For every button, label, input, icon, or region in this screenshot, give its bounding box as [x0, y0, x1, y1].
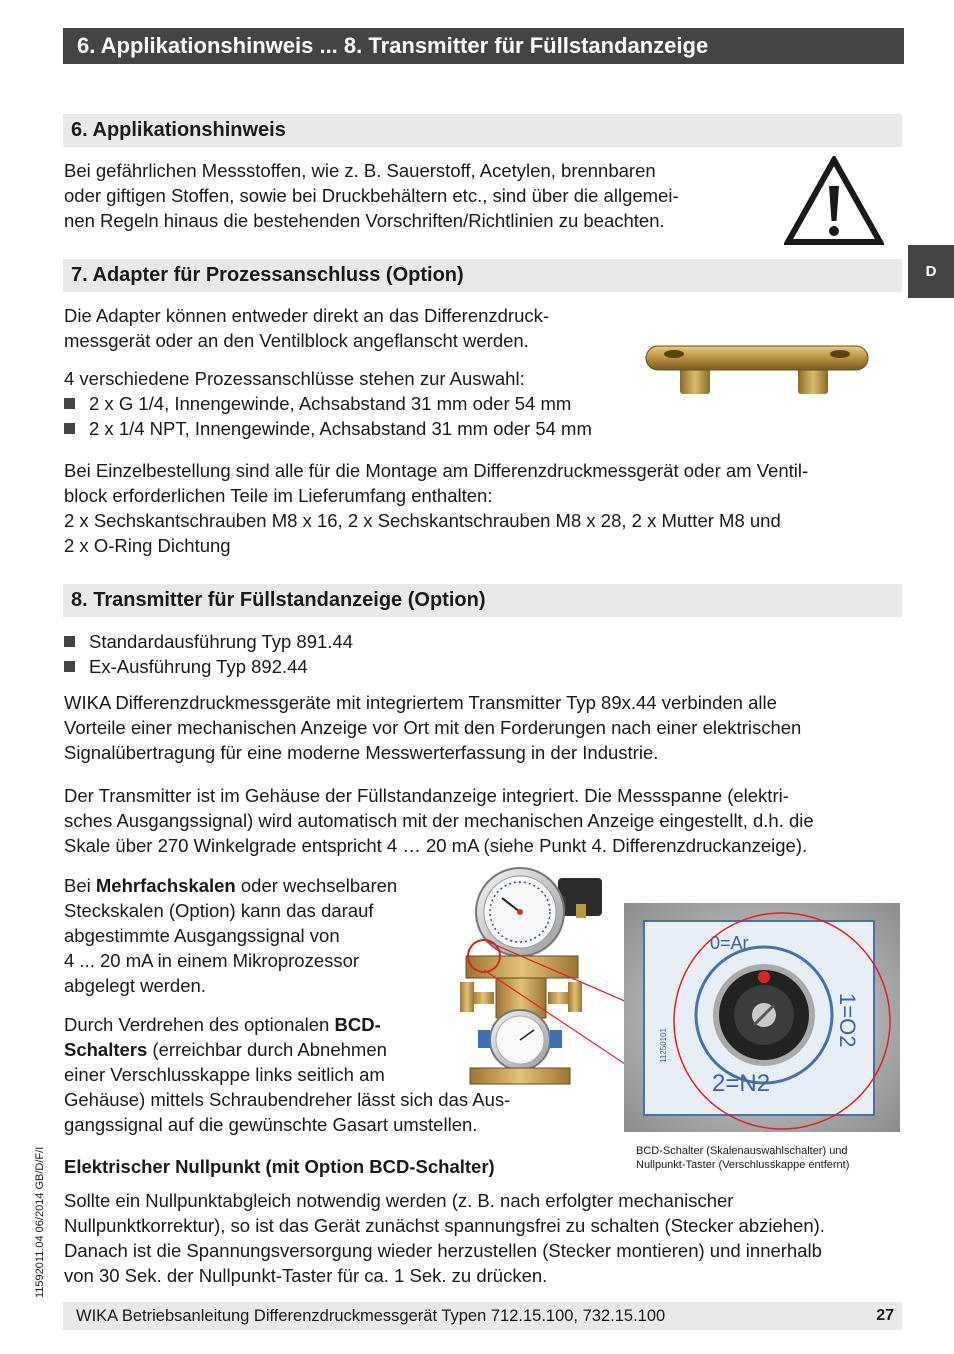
- doc-code-container: [34, 1118, 46, 1298]
- section-6-heading: 6. Applikationshinweis: [63, 114, 902, 147]
- page-footer: [63, 1302, 902, 1330]
- list-item: Ex-Ausführung Typ 892.44: [64, 654, 308, 679]
- list-item: Standardausführung Typ 891.44: [64, 629, 353, 654]
- section-7-choice-line: 4 verschiedene Prozessanschlüsse stehen zur Auswahl:: [64, 368, 525, 389]
- photo-caption: BCD-Schalter (Skalenauswahlschalter) und Nullpunkt-Taster (Verschlusskappe entfernt): [636, 1145, 850, 1171]
- bullet-square-icon: [64, 398, 75, 409]
- footer-text: WIKA Betriebsanleitung Differenzdruckmessgerät Typen 712.15.100, 732.15.100: [76, 1307, 666, 1325]
- section-7-heading: 7. Adapter für Prozessanschluss (Option): [63, 259, 902, 292]
- section-8-para-4: Durch Verdrehen des optionalen BCD- Schalters (erreichbar durch Abnehmen einer Verschlusskappe links seitlich am Gehäuse) mittels Schraubendreher lässt sich das Aus- gangssignal auf die gewünschte Gasart umstellen.: [64, 1014, 511, 1135]
- section-7-delivery: Bei Einzelbestellung sind alle für die Montage am Differenzdruckmessgerät oder am Ventil- block erforderlichen Teile im Lieferumfang enthalten: 2 x Sechskantschrauben M8 x 16, 2 x Sechskantschrauben M8 x 28, 2 x Mutter M8 und 2 x O-Ring Dichtung: [64, 460, 809, 556]
- section-8-para-1: WIKA Differenzdruckmessgeräte mit integriertem Transmitter Typ 89x.44 verbinden alle Vorteile einer mechanischen Anzeige vor Ort mit den Forderungen nach einer elektrischen Signalübertragung für eine moderne Messwerterfassung in der Industrie.: [64, 692, 802, 763]
- section-8-heading: 8. Transmitter für Füllstandanzeige (Option): [63, 584, 902, 617]
- adapter-flange-image: [642, 340, 872, 398]
- section-6-text: Bei gefährlichen Messstoffen, wie z. B. Sauerstoff, Acetylen, brennbaren oder giftigen Stoffen, sowie bei Druckbehältern etc., sind über die allgemei- nen Regeln hinaus die bestehenden Vorschriften/Richtlinien zu beachten.: [64, 160, 679, 231]
- page-number: 27: [876, 1307, 894, 1324]
- page-header-title: 6. Applikationshinweis ... 8. Transmitter für Füllstandanzeige: [63, 28, 904, 64]
- bullet-square-icon: [64, 661, 75, 672]
- section-8-para-3: Bei Mehrfachskalen oder wechselbaren Steckskalen (Option) kann das darauf abgestimmte Ausgangssignal von 4 ... 20 mA in einem Mikroprozessor abgelegt werden.: [64, 875, 398, 996]
- switch-position-label: 1=O2: [835, 993, 860, 1048]
- switch-position-label: 0=Ar: [710, 933, 749, 953]
- warning-triangle-icon: [784, 156, 884, 246]
- serial-number-label: 11250101: [659, 1028, 668, 1063]
- section-8-para-2: Der Transmitter ist im Gehäuse der Füllstandanzeige integriert. Die Messspanne (elektri- sches Ausgangssignal) wird automatisch mit der mechanischen Anzeige eingestellt, d.h. die Skale über 270 Winkelgrade entspricht 4 … 20 mA (siehe Punkt 4. Differenzdruckanzeige).: [64, 785, 814, 856]
- section-7-intro: Die Adapter können entweder direkt an das Differenzdruck- messgerät oder an den Ventilblock angeflanscht werden.: [64, 305, 550, 351]
- language-tab: D: [908, 245, 954, 298]
- bullet-square-icon: [64, 423, 75, 434]
- bullet-square-icon: [64, 636, 75, 647]
- section-8-subheading: Elektrischer Nullpunkt (mit Option BCD-Schalter): [64, 1156, 495, 1177]
- document-code: 11592011.04 06/2014 GB/D/F/I: [34, 1146, 46, 1298]
- list-item: 2 x 1/4 NPT, Innengewinde, Achsabstand 31 mm oder 54 mm: [64, 416, 592, 441]
- list-item: 2 x G 1/4, Innengewinde, Achsabstand 31 mm oder 54 mm: [64, 391, 571, 416]
- bcd-switch-photo: [624, 903, 900, 1132]
- section-8-para-5: Sollte ein Nullpunktabgleich notwendig werden (z. B. nach erfolgter mechanischer Nullpunktkorrektur), so ist das Gerät zunächst spannungsfrei zu schalten (Stecker abziehen). Danach ist die Spannungsversorgung wieder herzustellen (Stecker montieren) und innerhalb von 30 Sek. der Nullpunkt-Taster für ca. 1 Sek. zu drücken.: [64, 1190, 825, 1286]
- switch-position-label: 2=N2: [712, 1070, 771, 1097]
